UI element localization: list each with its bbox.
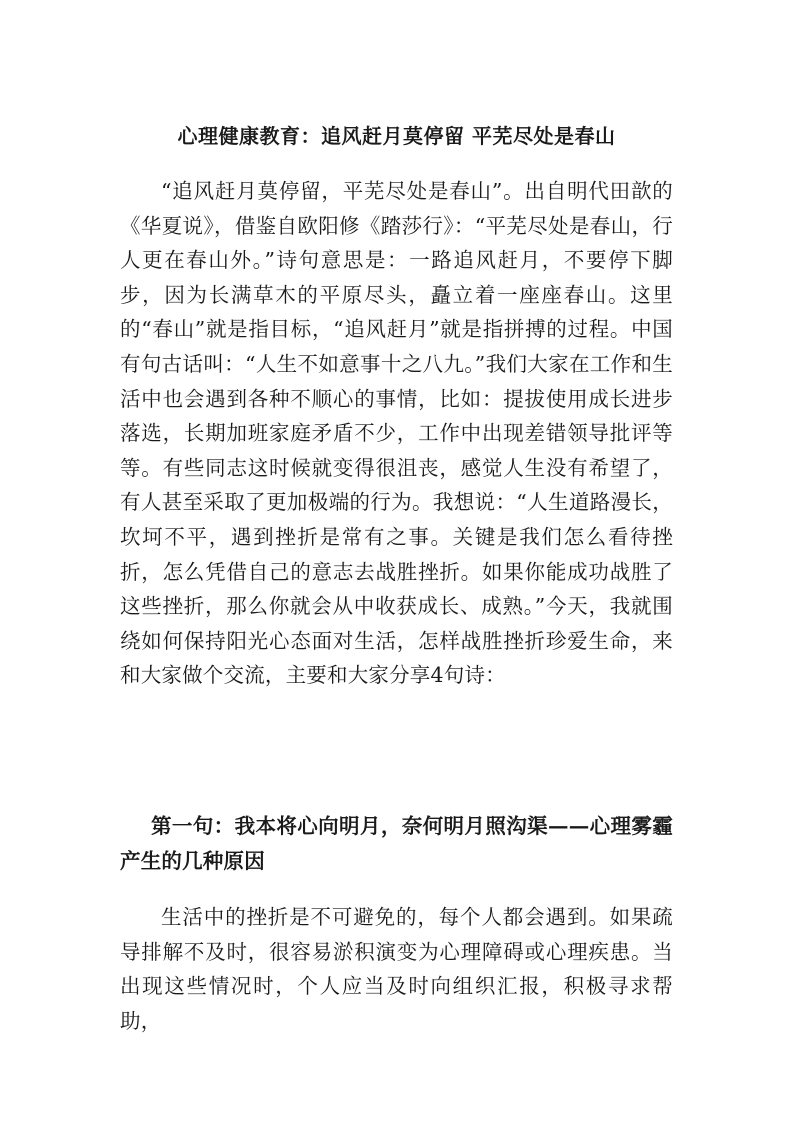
document-title: 心理健康教育：追风赶月莫停留 平芜尽处是春山: [177, 124, 616, 148]
body-paragraph-intro: “追风赶月莫停留，平芜尽处是春山”。出自明代田歆的《华夏说》，借鉴自欧阳修《踏莎行》：“平芜尽处是春山，行人更在春山外。”诗句意思是：一路追风赶月，不要停下脚步，因为长满草木的平原尽头，矗立着一座座春山。这里的“春山”就是指目标，“追风赶月”就是指拼搏的过程。中国有句古话叫：“人生不如意事十之八九。”我们大家在工作和生活中也会遇到各种不顺心的事情，比如：提拔使用成长进步落选，长期加班家庭矛盾不少，工作中出现差错领导批评等等。有些同志这时候就变得很沮丧，感觉人生没有希望了，有人甚至采取了更加极端的行为。我想说：“人生道路漫长，坎坷不平，遇到挫折是常有之事。关键是我们怎么看待挫折，怎么凭借自己的意志去战胜挫折。如果你能成功战胜了这些挫折，那么你就会从中收获成长、成熟。”今天，我就围绕如何保持阳光心态面对生活，怎样战胜挫折珍爱生命，来和大家做个交流，主要和大家分享4句诗：: [120, 179, 673, 688]
body-paragraph-section-one: 生活中的挫折是不可避免的，每个人都会遇到。如果疏导排解不及时，很容易淤积演变为心理障碍或心理疾患。当出现这些情况时，个人应当及时向组织汇报，积极寻求帮助，: [120, 905, 673, 1033]
section-heading-first-poem: 第一句：我本将心向明月，奈何明月照沟渠——心理雾霾产生的几种原因: [120, 814, 673, 873]
